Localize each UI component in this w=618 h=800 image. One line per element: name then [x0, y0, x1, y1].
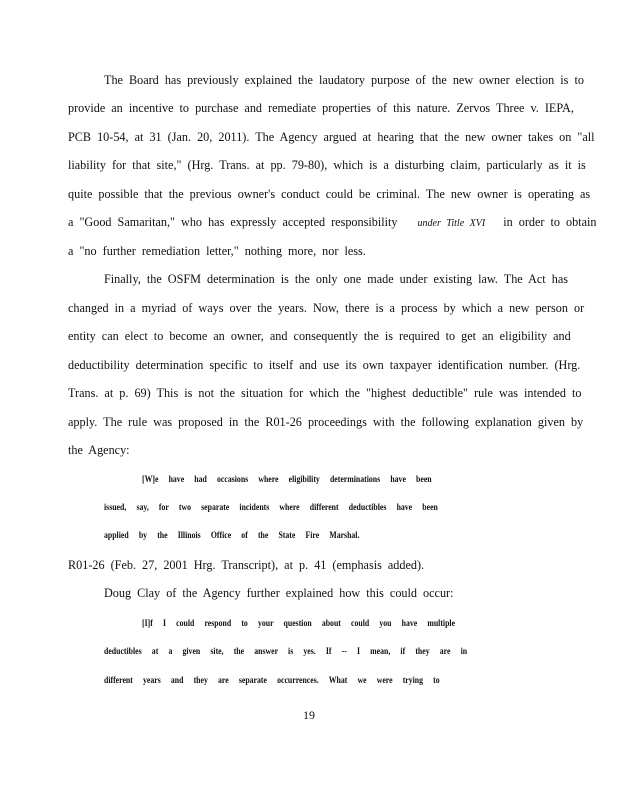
citation-line: R01-26 (Feb. 27, 2001 Hrg. Transcript), at p. 41 (emphasis added). — [68, 558, 425, 572]
body-text-line: apply. The rule was proposed in the R01-26 proceedings with the following explanation given by — [68, 415, 584, 429]
body-text-line: changed in a myriad of ways over the years. Now, there is a process by which a new person or — [68, 301, 585, 315]
body-text-line: liability for that site," (Hrg. Trans. at pp. 79-80), which is a disturbing claim, particularly as it is — [68, 158, 586, 172]
body-text-line — [68, 214, 597, 232]
block-quote-line: applied by the Illinois Office of the State Fire Marshal. — [104, 531, 360, 541]
block-quote-line: issued, say, for two separate incidents where different deductibles have been — [104, 503, 438, 513]
body-text-line: Trans. at p. 69) This is not the situation for which the "highest deductible" rule was intended to — [68, 386, 582, 400]
body-text-segment: a "Good Samaritan," who has expressly accepted responsibility — [68, 215, 398, 229]
body-text-line: the Agency: — [68, 443, 130, 457]
block-quote-line: deductibles at a given site, the answer is yes. If -- I mean, if they are in — [104, 647, 468, 657]
body-text-line: PCB 10-54, at 31 (Jan. 20, 2011). The Agency argued at hearing that the new owner takes on "all — [68, 130, 595, 144]
body-text-line: provide an incentive to purchase and remediate properties of this nature. Zervos Three v. IEPA, — [68, 101, 574, 115]
block-quote-line: [W]e have had occasions where eligibility determinations have been — [142, 475, 432, 485]
body-text-line: Finally, the OSFM determination is the only one made under existing law. The Act has — [104, 272, 568, 286]
body-text-line: a "no further remediation letter," nothing more, nor less. — [68, 244, 366, 258]
body-text-line: Doug Clay of the Agency further explained how this could occur: — [104, 586, 454, 600]
page-number: 19 — [303, 708, 315, 722]
body-text-line: quite possible that the previous owner's conduct could be criminal. The new owner is operating as — [68, 187, 591, 201]
block-quote-line: [I]f I could respond to your question about could you have multiple — [142, 619, 456, 629]
body-text-line: The Board has previously explained the laudatory purpose of the new owner election is to — [104, 73, 584, 87]
body-text-segment: in order to obtain — [503, 215, 597, 229]
body-text-line: deductibility determination specific to itself and use its own taxpayer identification number. (Hrg. — [68, 358, 581, 372]
body-text-line: entity can elect to become an owner, and consequently the is required to get an eligibility and — [68, 329, 571, 343]
statute-reference: under Title XVI — [417, 218, 486, 229]
block-quote-line: different years and they are separate occurrences. What we were trying to — [104, 676, 440, 686]
